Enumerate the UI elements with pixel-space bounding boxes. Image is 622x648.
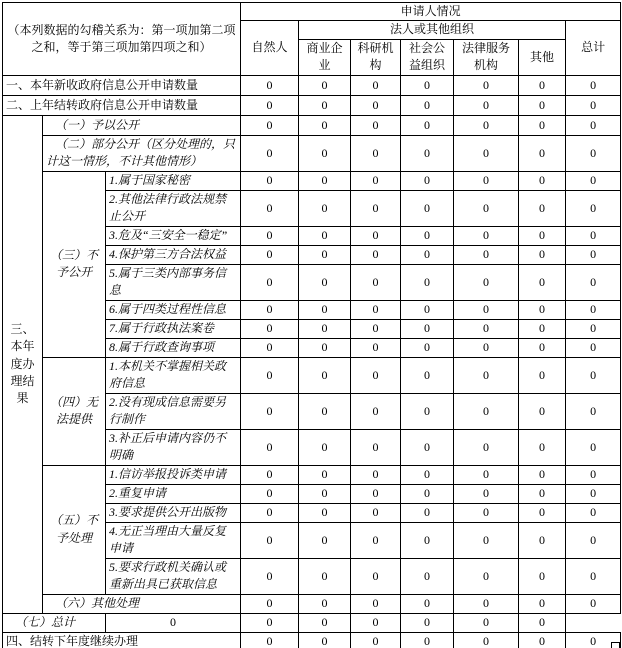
value-cell: 0 [454,300,519,319]
row-label: 二、上年结转政府信息公开申请数量 [3,95,241,115]
value-cell: 0 [241,171,299,190]
row-label: 1.本机关不掌握相关政府信息 [106,357,241,393]
value-cell: 0 [299,522,351,558]
header-natural-person: 自然人 [241,21,299,75]
value-cell: 0 [241,522,299,558]
value-cell: 0 [241,357,299,393]
row-label: 4.无正当理由大量反复申请 [106,522,241,558]
value-cell: 0 [299,594,351,613]
value-cell: 0 [241,245,299,264]
header-other-org: 其他 [519,39,566,75]
value-cell: 0 [241,465,299,484]
value-cell: 0 [454,115,519,135]
row-label: 6.属于四类过程性信息 [106,300,241,319]
value-cell: 0 [299,75,351,95]
value-cell: 0 [351,171,401,190]
table-row [3,115,621,135]
value-cell: 0 [566,135,621,171]
value-cell: 0 [519,115,566,135]
missing-glyph-box [611,642,620,648]
value-cell: 0 [454,594,519,613]
value-cell: 0 [566,319,621,338]
value-cell: 0 [454,429,519,465]
value-cell: 0 [566,75,621,95]
row-label: 8.属于行政查询事项 [106,338,241,357]
value-cell: 0 [299,300,351,319]
value-cell: 0 [566,300,621,319]
value-cell: 0 [566,522,621,558]
value-cell: 0 [299,632,351,648]
value-cell: 0 [351,594,401,613]
value-cell: 0 [241,632,299,648]
value-cell: 0 [454,613,519,632]
table-row [3,632,621,648]
value-cell: 0 [519,484,566,503]
value-cell: 0 [566,245,621,264]
row-label: （一）予以公开 [43,115,241,135]
value-cell: 0 [519,429,566,465]
value-cell: 0 [351,95,401,115]
table-row [3,357,621,393]
value-cell: 0 [454,357,519,393]
value-cell: 0 [401,522,454,558]
value-cell: 0 [241,95,299,115]
value-cell: 0 [401,594,454,613]
value-cell: 0 [519,558,566,594]
value-cell: 0 [454,503,519,522]
value-cell: 0 [299,338,351,357]
value-cell: 0 [241,319,299,338]
row-label: 3.要求提供公开出版物 [106,503,241,522]
value-cell: 0 [454,319,519,338]
value-cell: 0 [566,429,621,465]
value-cell: 0 [454,226,519,245]
value-cell: 0 [351,632,401,648]
value-cell: 0 [519,245,566,264]
value-cell: 0 [454,484,519,503]
value-cell: 0 [299,171,351,190]
table-row [3,75,621,95]
row-label: 2.没有现成信息需要另行制作 [106,393,241,429]
value-cell: 0 [519,226,566,245]
value-cell: 0 [351,522,401,558]
value-cell: 0 [299,245,351,264]
value-cell: 0 [519,503,566,522]
row-label: 5.要求行政机关确认或重新出具已获取信息 [106,558,241,594]
value-cell: 0 [241,613,299,632]
table-row [3,135,621,171]
value-cell: 0 [401,429,454,465]
value-cell: 0 [519,190,566,226]
value-cell: 0 [351,338,401,357]
value-cell: 0 [401,190,454,226]
row-label: 3.危及“三安全一稳定” [106,226,241,245]
value-cell: 0 [519,135,566,171]
value-cell: 0 [299,465,351,484]
row-label: （六）其他处理 [43,594,241,613]
value-cell: 0 [241,503,299,522]
value-cell: 0 [351,484,401,503]
table-row [3,3,621,21]
value-cell: 0 [454,338,519,357]
value-cell: 0 [454,393,519,429]
value-cell: 0 [566,632,621,648]
value-cell: 0 [519,594,566,613]
value-cell: 0 [401,357,454,393]
value-cell: 0 [454,558,519,594]
value-cell: 0 [519,95,566,115]
value-cell: 0 [351,319,401,338]
value-cell: 0 [401,135,454,171]
value-cell: 0 [401,338,454,357]
value-cell: 0 [241,558,299,594]
value-cell: 0 [454,171,519,190]
value-cell: 0 [299,115,351,135]
value-cell: 0 [454,245,519,264]
value-cell: 0 [566,594,621,613]
value-cell: 0 [401,264,454,300]
value-cell: 0 [241,594,299,613]
value-cell: 0 [351,264,401,300]
value-cell: 0 [454,95,519,115]
value-cell: 0 [566,503,621,522]
value-cell: 0 [351,503,401,522]
value-cell: 0 [351,465,401,484]
value-cell: 0 [241,484,299,503]
table-note: （本列数据的勾稽关系为：第一项加第二项之和，等于第三项加第四项之和） [3,3,241,76]
header-total: 总计 [566,21,621,75]
value-cell: 0 [401,95,454,115]
value-cell: 0 [401,115,454,135]
table-row [3,613,621,632]
table-row [3,171,621,190]
value-cell: 0 [454,465,519,484]
value-cell: 0 [454,135,519,171]
value-cell: 0 [566,171,621,190]
value-cell: 0 [519,75,566,95]
value-cell: 0 [299,135,351,171]
value-cell: 0 [351,190,401,226]
value-cell: 0 [351,75,401,95]
value-cell: 0 [299,613,351,632]
value-cell: 0 [401,484,454,503]
value-cell: 0 [241,264,299,300]
value-cell: 0 [299,558,351,594]
value-cell: 0 [351,300,401,319]
row-label: 7.属于行政执法案卷 [106,319,241,338]
value-cell: 0 [299,190,351,226]
table-row [3,95,621,115]
value-cell: 0 [401,171,454,190]
value-cell: 0 [519,632,566,648]
value-cell: 0 [454,522,519,558]
value-cell: 0 [299,226,351,245]
row-label: 1.属于国家秘密 [106,171,241,190]
value-cell: 0 [299,393,351,429]
row-label: 2.重复申请 [106,484,241,503]
value-cell: 0 [566,226,621,245]
value-cell: 0 [351,226,401,245]
header-legal-service-org: 法律服务机构 [454,39,519,75]
value-cell: 0 [401,613,454,632]
value-cell: 0 [241,190,299,226]
value-cell: 0 [454,190,519,226]
group-label-unable-to-provide: （四）无法提供 [43,357,106,465]
value-cell: 0 [351,357,401,393]
value-cell: 0 [351,393,401,429]
row-label: （七）总计 [3,613,106,632]
value-cell: 0 [566,95,621,115]
row-label: 4.保护第三方合法权益 [106,245,241,264]
value-cell: 0 [241,429,299,465]
value-cell: 0 [566,190,621,226]
header-research-institution: 科研机构 [351,39,401,75]
report-table [2,2,621,648]
value-cell: 0 [566,115,621,135]
value-cell: 0 [566,264,621,300]
value-cell: 0 [401,465,454,484]
row-label: 1.信访举报投诉类申请 [106,465,241,484]
value-cell: 0 [519,393,566,429]
header-public-welfare-org: 社会公益组织 [401,39,454,75]
value-cell: 0 [351,245,401,264]
value-cell: 0 [566,357,621,393]
value-cell: 0 [299,484,351,503]
value-cell: 0 [299,429,351,465]
value-cell: 0 [299,503,351,522]
value-cell: 0 [401,226,454,245]
table-row [3,594,621,613]
value-cell: 0 [566,465,621,484]
header-commercial-enterprise: 商业企业 [299,39,351,75]
value-cell: 0 [519,465,566,484]
row-label: 2.其他法律行政法规禁止公开 [106,190,241,226]
value-cell: 0 [401,300,454,319]
value-cell: 0 [401,558,454,594]
header-legal-org: 法人或其他组织 [299,21,566,39]
value-cell: 0 [566,558,621,594]
value-cell: 0 [241,226,299,245]
value-cell: 0 [241,300,299,319]
value-cell: 0 [241,75,299,95]
value-cell: 0 [519,613,566,632]
value-cell: 0 [519,357,566,393]
row-label: 四、结转下年度继续办理 [3,632,241,648]
value-cell: 0 [401,503,454,522]
value-cell: 0 [401,393,454,429]
value-cell: 0 [519,300,566,319]
value-cell: 0 [299,264,351,300]
value-cell: 0 [401,245,454,264]
table-row [3,465,621,484]
row-label: （二）部分公开（区分处理的，只计这一情形，不计其他情形） [43,135,241,171]
value-cell: 0 [351,429,401,465]
value-cell: 0 [241,135,299,171]
value-cell: 0 [241,115,299,135]
value-cell: 0 [401,75,454,95]
value-cell: 0 [351,558,401,594]
value-cell: 0 [299,357,351,393]
value-cell: 0 [519,522,566,558]
value-cell: 0 [241,338,299,357]
value-cell: 0 [299,319,351,338]
row-label: 一、本年新收政府信息公开申请数量 [3,75,241,95]
value-cell: 0 [519,171,566,190]
value-cell: 0 [566,484,621,503]
value-cell: 0 [351,135,401,171]
value-cell: 0 [241,393,299,429]
value-cell: 0 [401,319,454,338]
row-label: 3.补正后申请内容仍不明确 [106,429,241,465]
value-cell: 0 [454,632,519,648]
value-cell: 0 [106,613,241,632]
header-applicant-status: 申请人情况 [241,3,621,21]
row-label: 5.属于三类内部事务信息 [106,264,241,300]
value-cell: 0 [401,632,454,648]
value-cell: 0 [299,95,351,115]
value-cell: 0 [519,338,566,357]
section3-vertical-label: 三、本年度办理结果 [3,115,43,613]
group-label-not-processed: （五）不予处理 [43,465,106,594]
value-cell: 0 [454,75,519,95]
value-cell: 0 [519,319,566,338]
value-cell: 0 [351,613,401,632]
value-cell: 0 [519,264,566,300]
value-cell: 0 [566,338,621,357]
value-cell: 0 [566,393,621,429]
group-label-refusal: （三）不予公开 [43,171,106,357]
value-cell: 0 [454,264,519,300]
value-cell: 0 [351,115,401,135]
